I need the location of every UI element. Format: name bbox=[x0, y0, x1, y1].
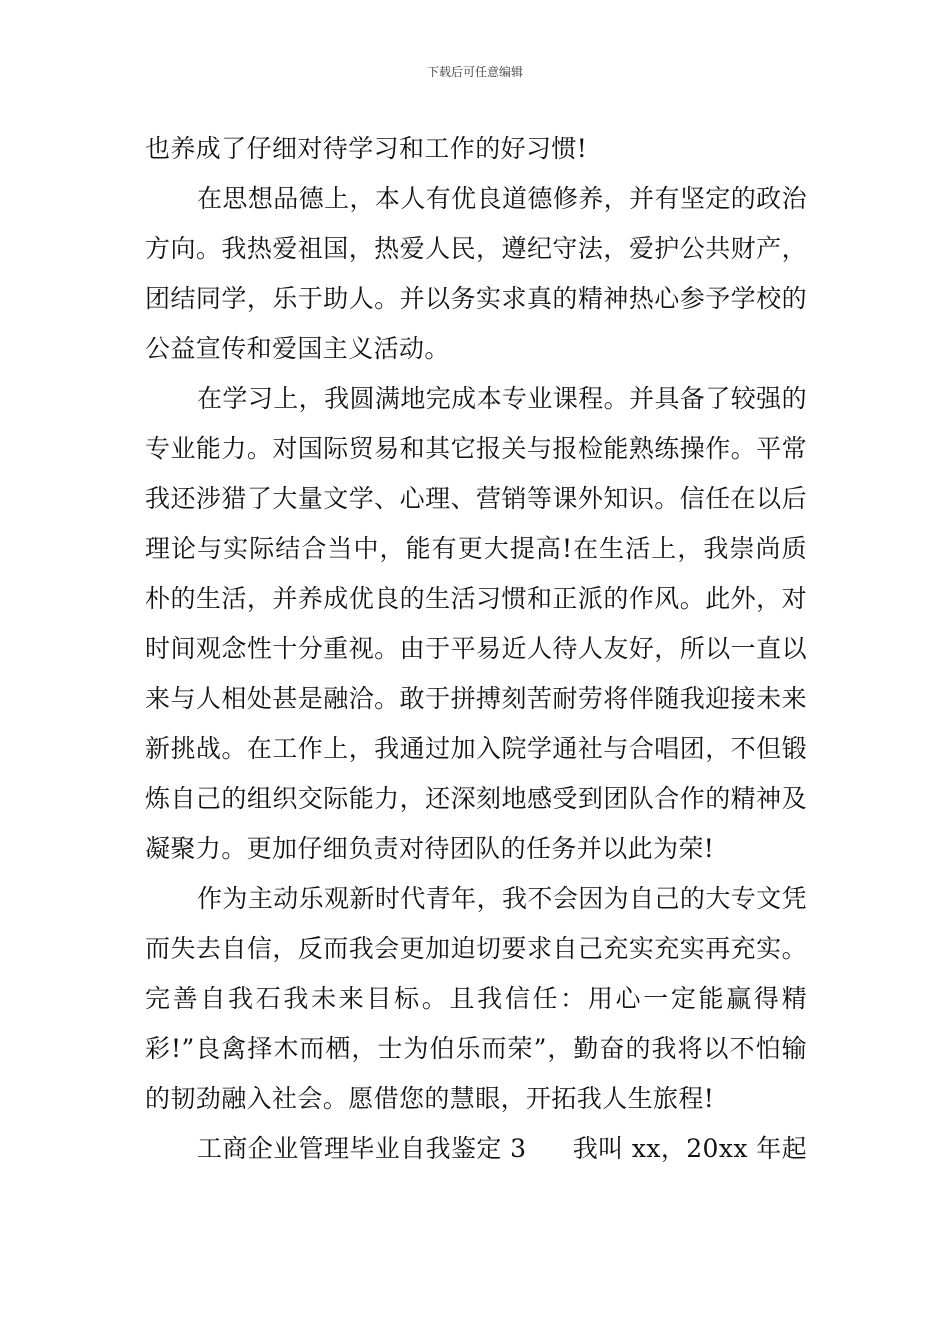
page-header-note: 下载后可任意编辑 bbox=[426, 65, 523, 79]
paragraph-moral-character: 在思想品德上，本人有优良道德修养，并有坚定的政治方向。我热爱祖国，热爱人民，遵纪守法，爱护公共财产，团结同学，乐于助人。并以务实求真的精神热心参予学校的公益宣传和爱国主义活动。 bbox=[145, 184, 807, 363]
document-body bbox=[145, 124, 807, 1174]
next-section-line bbox=[145, 1124, 807, 1174]
paragraph-continuation: 也养成了仔细对待学习和工作的好习惯! bbox=[145, 134, 588, 163]
section-opening-text: 我叫 xx，20xx 年起 bbox=[572, 1134, 807, 1163]
paragraph-study-life-work: 在学习上，我圆满地完成本专业课程。并具备了较强的专业能力。对国际贸易和其它报关与报检能熟练操作。平常我还涉猎了大量文学、心理、营销等课外知识。信任在以后理论与实际结合当中，能有更大提高!在生活上，我崇尚质朴的生活，并养成优良的生活习惯和正派的作风。此外，对时间观念性十分重视。由于平易近人待人友好，所以一直以来与人相处甚是融洽。敢于拼搏刻苦耐劳将伴随我迎接未来新挑战。在工作上，我通过加入院学通社与合唱团，不但锻炼自己的组织交际能力，还深刻地感受到团队合作的精神及凝聚力。更加仔细负责对待团队的任务并以此为荣! bbox=[145, 384, 807, 863]
paragraph-outlook: 作为主动乐观新时代青年，我不会因为自己的大专文凭而失去自信，反而我会更加迫切要求自己充实充实再充实。完善自我石我未来目标。且我信任：用心一定能赢得精彩!”良禽择木而栖，士为伯乐而荣”，勤奋的我将以不怕输的韧劲融入社会。愿借您的慧眼，开拓我人生旅程! bbox=[145, 884, 807, 1113]
section-title: 工商企业管理毕业自我鉴定 3 bbox=[197, 1134, 527, 1163]
